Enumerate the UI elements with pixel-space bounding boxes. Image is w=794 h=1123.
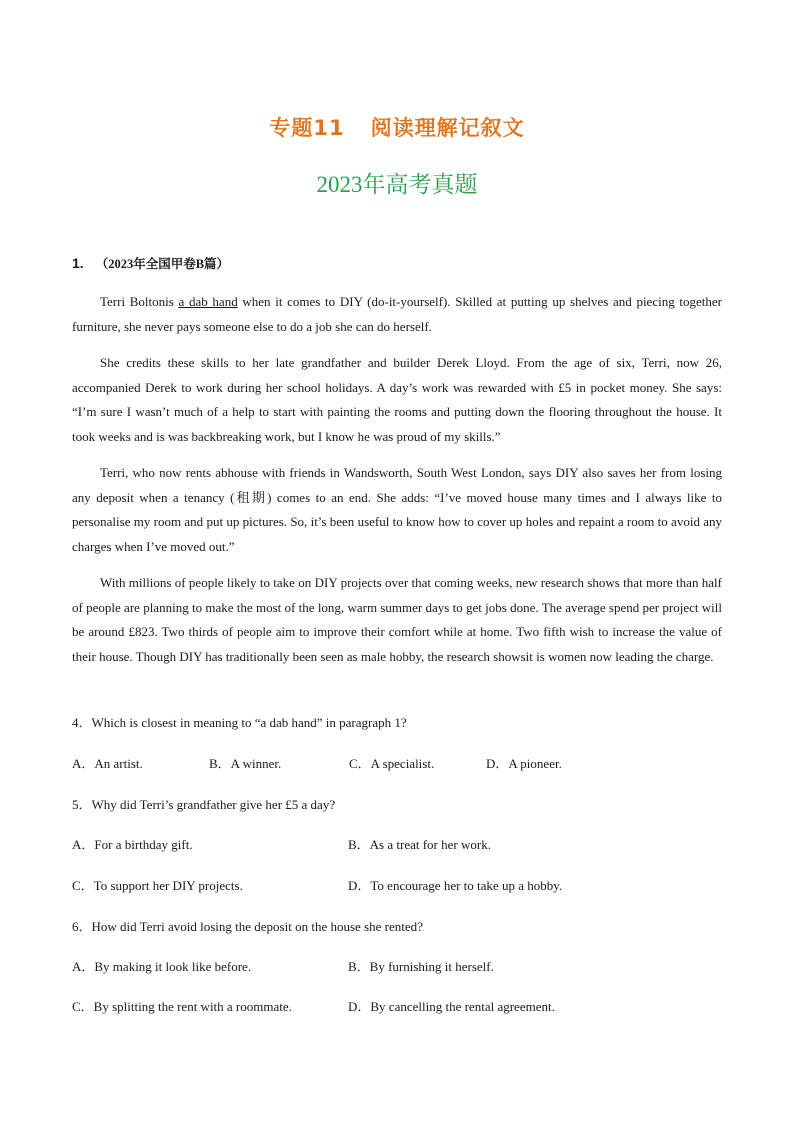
option-d: D．By cancelling the rental agreement. [348,999,555,1014]
option-a: A．For a birthday gift. [72,837,193,852]
option-c: C．A specialist. [349,756,435,771]
page-title [0,112,794,142]
question-block-number: 1. [72,255,84,271]
title-topic-number: 专题11 [269,116,345,140]
question-stem: 6．How did Terri avoid losing the deposit on the house she rented? [72,919,423,934]
option-d: D．A pioneer. [486,756,562,771]
question-block-header [72,254,229,273]
option-c: C．By splitting the rent with a roommate. [72,999,292,1014]
option-c: C．To support her DIY projects. [72,878,243,893]
passage-paragraph-4: With millions of people likely to take on DIY projects over that coming weeks, new research shows that more than half of people are planning to make the most of the long, warm summer days to get jobs done. The average spend per project will be around £823. Two thirds of people aim to improve their comfort while at home. Two fifth wish to increase the value of their house. Though DIY has traditionally been seen as male hobby, the research showsit is women now leading the charge. [72,575,722,664]
option-a: A．An artist. [72,756,143,771]
question-block-source: （2023年全国甲卷B篇） [95,257,230,271]
passage-paragraph-1: Terri Boltonis a dab hand when it comes to DIY (do-it-yourself). Skilled at putting up shelves and piecing together furniture, she never pays someone else to do a job she can do herself. [72,294,722,334]
passage-paragraph-2: She credits these skills to her late grandfather and builder Derek Lloyd. From the age of six, Terri, now 26, accompanied Derek to work during her school holidays. A day’s work was rewarded with £5 in pocket money. She says: “I’m sure I wasn’t much of a help to start with painting the rooms and putting down the flooring throughout the house. It took weeks and is was backbreaking work, but I know he was proud of my skills.” [72,355,722,444]
option-b: B．A winner. [209,756,282,771]
option-a: A．By making it look like before. [72,959,252,974]
option-b: B．As a treat for her work. [348,837,491,852]
reading-passage [72,290,722,681]
title-topic-name: 阅读理解记叙文 [370,116,525,140]
option-d: D．To encourage her to take up a hobby. [348,878,563,893]
page-subtitle: 2023年高考真题 [316,172,478,197]
passage-paragraph-3: Terri, who now rents abhouse with friends in Wandsworth, South West London, says DIY also saves her from losing any deposit when a tenancy (租期) comes to an end. She adds: “I’ve moved house many times and I always like to personalise my room and put up pictures. So, it’s been useful to know how to cover up holes and repaint a room to avoid any charges when I’ve moved out.” [72,465,722,554]
question-stem: 5．Why did Terri’s grandfather give her £5 a day? [72,797,336,812]
underlined-phrase: a dab hand [178,294,238,309]
option-b: B．By furnishing it herself. [348,959,494,974]
question-stem: 4．Which is closest in meaning to “a dab hand” in paragraph 1? [72,715,407,730]
